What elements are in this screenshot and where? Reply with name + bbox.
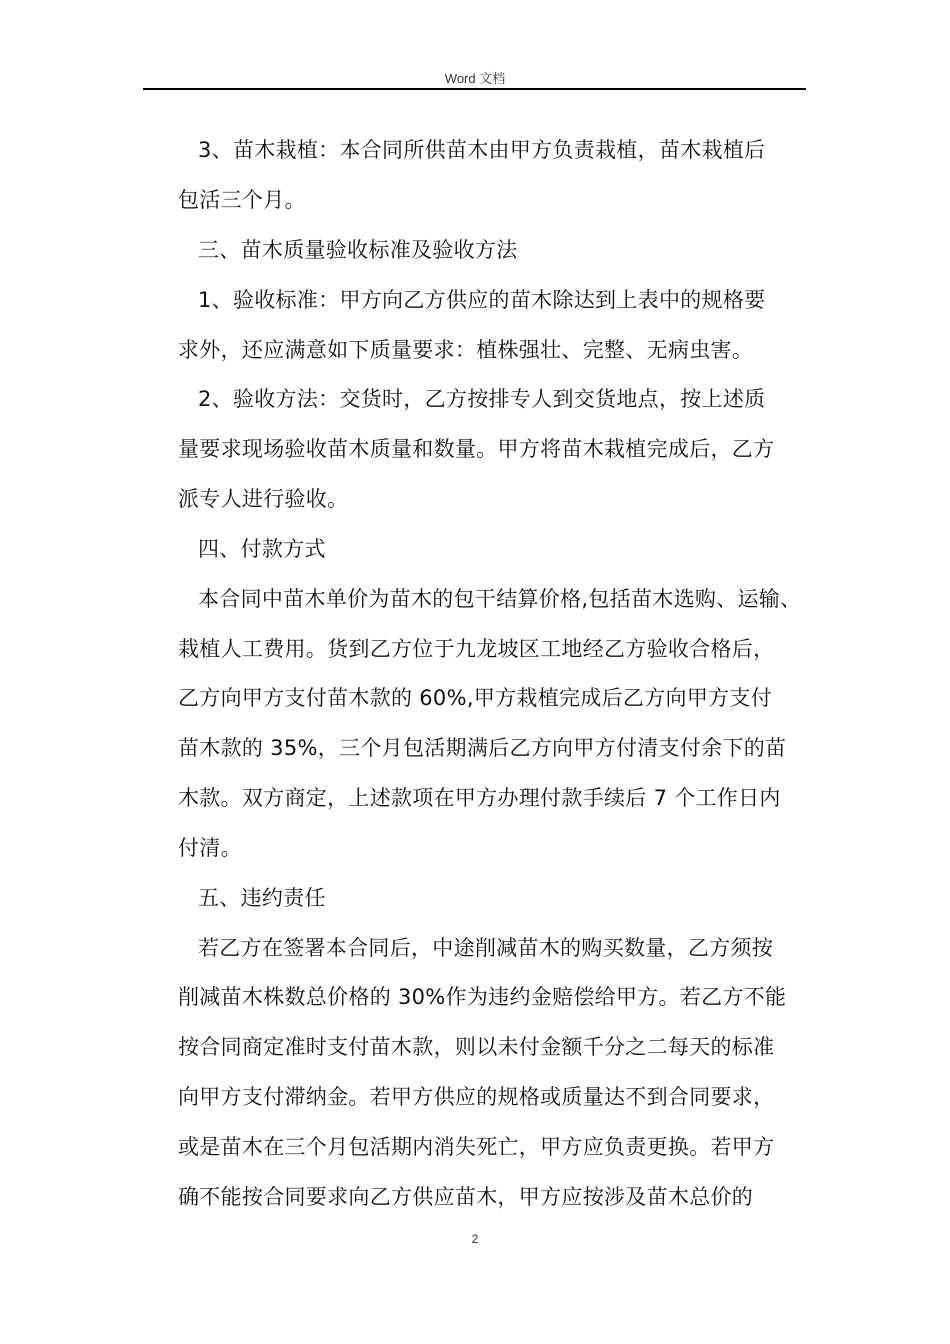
text-line: 本合同中苗木单价为苗木的包干结算价格,包括苗木选购、运输、 [198, 587, 802, 611]
text-line: 按合同商定准时支付苗木款，则以未付金额千分之二每天的标准 [178, 1035, 775, 1059]
text-line: 栽植人工费用。货到乙方位于九龙坡区工地经乙方验收合格后， [178, 637, 775, 661]
text-line: 包活三个月。 [178, 188, 306, 212]
text-line: 削减苗木株数总价格的 30%作为违约金赔偿给甲方。若乙方不能 [178, 985, 787, 1009]
section-heading: 五、违约责任 [198, 886, 326, 910]
page-number: 2 [471, 1232, 479, 1246]
text-line: 苗木款的 35%，三个月包活期满后乙方向甲方付清支付余下的苗 [178, 736, 787, 760]
text-line: 乙方向甲方支付苗木款的 60%,甲方栽植完成后乙方向甲方支付 [178, 686, 773, 710]
page-header-title: Word 文档 [444, 71, 506, 86]
text-line: 1、验收标准：甲方向乙方供应的苗木除达到上表中的规格要 [198, 288, 766, 312]
text-line: 确不能按合同要求向乙方供应苗木，甲方应按涉及苗木总价的 [178, 1185, 754, 1209]
text-line: 派专人进行验收。 [178, 487, 349, 511]
text-line: 3、苗木栽植：本合同所供苗木由甲方负责栽植，苗木栽植后 [198, 138, 766, 162]
text-line: 若乙方在签署本合同后，中途削减苗木的购买数量，乙方须按 [198, 936, 774, 960]
header-rule [143, 88, 806, 90]
section-heading: 三、苗木质量验收标准及验收方法 [198, 238, 518, 262]
text-line: 木款。双方商定，上述款项在甲方办理付款手续后 7 个工作日内 [178, 786, 781, 810]
text-line: 2、验收方法：交货时，乙方按排专人到交货地点，按上述质 [198, 387, 766, 411]
text-line: 求外，还应满意如下质量要求：植株强壮、完整、无病虫害。 [178, 338, 754, 362]
section-heading: 四、付款方式 [198, 537, 326, 561]
text-line: 或是苗木在三个月包活期内消失死亡，甲方应负责更换。若甲方 [178, 1135, 775, 1159]
text-line: 向甲方支付滞纳金。若甲方供应的规格或质量达不到合同要求， [178, 1085, 775, 1109]
text-line: 量要求现场验收苗木质量和数量。甲方将苗木栽植完成后，乙方 [178, 437, 775, 461]
text-line: 付清。 [178, 836, 242, 860]
